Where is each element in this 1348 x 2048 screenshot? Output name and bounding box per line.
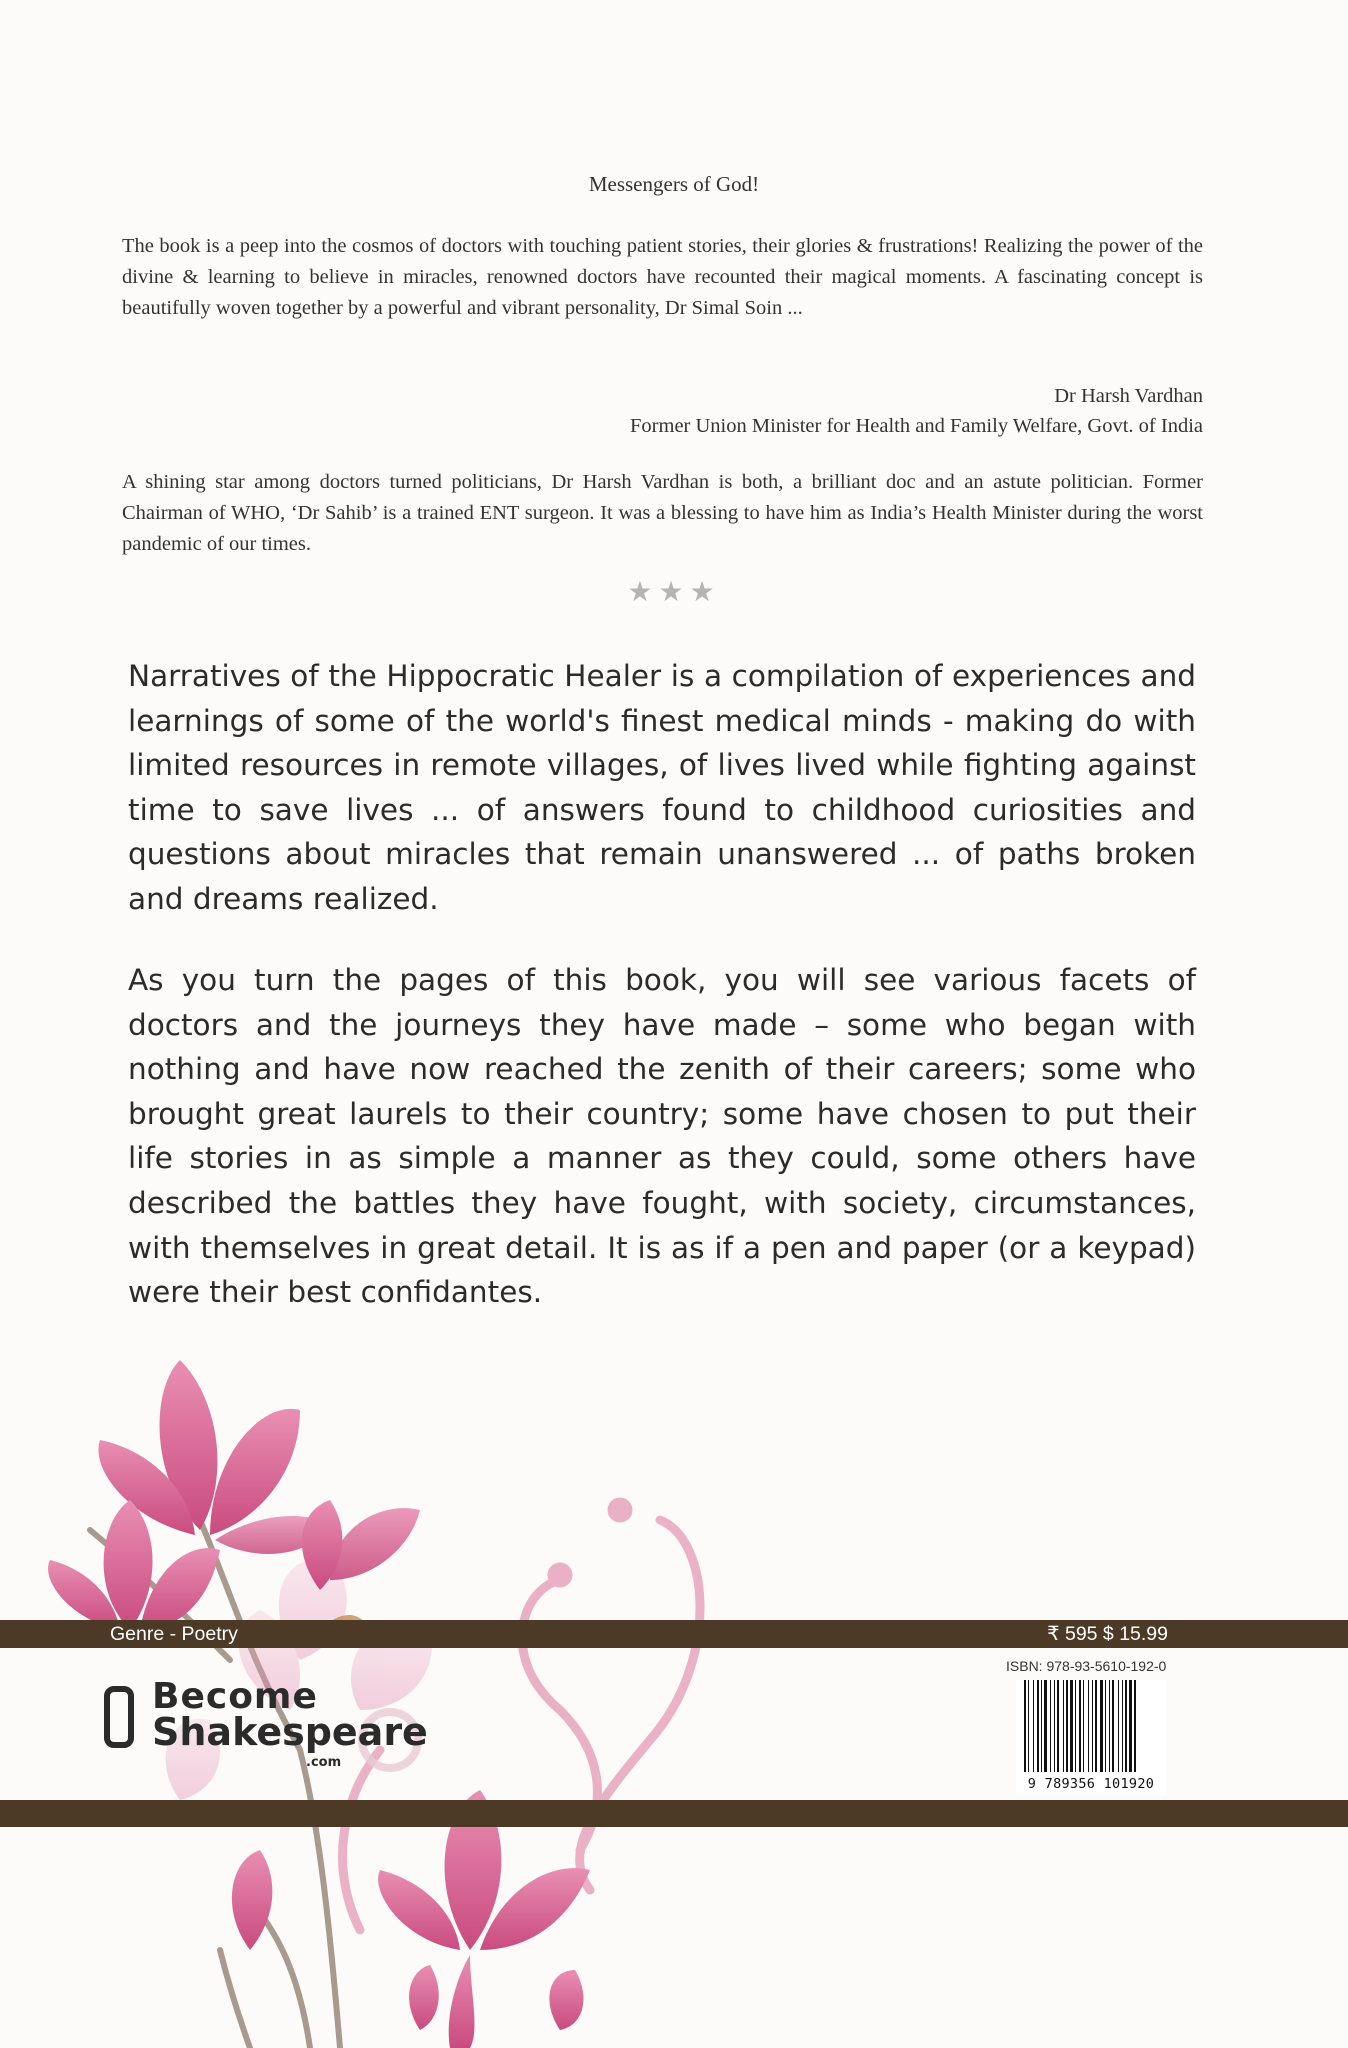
barcode-bar [1109, 1680, 1110, 1772]
barcode-bars-icon [1024, 1680, 1158, 1774]
reviewer-title: Former Union Minister for Health and Family Welfare, Govt. of India [630, 415, 1203, 437]
barcode [1016, 1680, 1166, 1796]
barcode-bar [1095, 1680, 1097, 1772]
barcode-bar [1125, 1680, 1127, 1772]
barcode-bar [1057, 1680, 1059, 1772]
barcode-bar [1033, 1680, 1034, 1772]
barcode-bar [1129, 1680, 1132, 1772]
reviewer-bio [122, 467, 1203, 560]
logo-mark-icon [104, 1686, 134, 1748]
logo-suffix: .com [306, 1755, 342, 1770]
barcode-bar [1105, 1680, 1106, 1772]
barcode-bar [1112, 1680, 1114, 1772]
barcode-bar [1100, 1680, 1103, 1772]
magnolia-flower-3 [302, 1500, 420, 1590]
barcode-bar [1083, 1680, 1084, 1772]
barcode-bar [1134, 1680, 1136, 1772]
description-paragraph-2: As you turn the pages of this book, you will see various facets of doctors and the journeys they have made – some who began with nothing and have now reached the zenith of their careers; some who brought great laurels to their country; some have chosen to put their life stories in as simple a manner as they could, some others have described the battles they have fought, with society, circumstances, with themselves in great detail. It is as if a pen and paper (or a keypad) were their best confidantes. [128, 963, 1196, 1310]
barcode-bar [1118, 1680, 1119, 1772]
barcode-bar [1088, 1680, 1089, 1772]
barcode-bar [1092, 1680, 1093, 1772]
barcode-bar [1122, 1680, 1123, 1772]
barcode-bar [1037, 1680, 1039, 1772]
barcode-bar [1050, 1680, 1051, 1772]
review-text: The book is a peep into the cosmos of doctors with touching patient stories, their glories & frustrations! Realizing the power of the divine & learning to believe in miracles, renowned doctors have recounted their magical moments. A fascinating concept is beautifully woven together by a powerful and vibrant personality, Dr Simal Soin ... [122, 235, 1203, 319]
barcode-bar [1041, 1680, 1042, 1772]
reviewer-attribution [630, 381, 1203, 441]
genre-label: Genre - Poetry [110, 1623, 238, 1645]
barcode-digits: 9 789356 101920 [1027, 1776, 1155, 1792]
reviewer-name: Dr Harsh Vardhan [1054, 385, 1203, 407]
logo-line-1: Become [152, 1676, 318, 1717]
barcode-bar [1044, 1680, 1047, 1772]
description-paragraph-1: Narratives of the Hippocratic Healer is a compilation of experiences and learnings of some of the world's finest medical minds - making do with limited resources in remote villages, of lives lived while fighting against time to save lives ... of answers found to childhood curiosities and questions about miracles that remain unanswered ... of paths broken and dreams realized. [128, 659, 1196, 916]
barcode-bar [1024, 1680, 1026, 1772]
top-info-band [0, 1620, 1348, 1648]
epigraph: Messengers of God! [588, 172, 760, 196]
star-separator: ★★★ [627, 575, 721, 608]
barcode-bar [1070, 1680, 1073, 1772]
magnolia-flower-5 [232, 1850, 584, 2030]
barcode-bar [1028, 1680, 1029, 1772]
review-quote [122, 231, 1203, 324]
barcode-bar [1066, 1680, 1068, 1772]
barcode-bar [1075, 1680, 1076, 1772]
barcode-bar [1054, 1680, 1055, 1772]
barcode-bar [1063, 1680, 1064, 1772]
isbn-label: ISBN: 978-93-5610-192-0 [1006, 1658, 1167, 1674]
logo-line-2: Shakespeare [152, 1710, 428, 1754]
reviewer-note: A shining star among doctors turned politicians, Dr Harsh Vardhan is both, a brilliant doc and an astute politician. Former Chairman of WHO, ‘Dr Sahib’ is a trained ENT surgeon. It was a blessing to have him as India’s Health Minister during the worst pandemic of our times. [122, 471, 1203, 555]
publisher-logo [104, 1676, 428, 1770]
bottom-band [0, 1800, 1348, 1827]
barcode-bar [1079, 1680, 1081, 1772]
price-label: ₹ 595 $ 15.99 [1047, 1623, 1168, 1645]
